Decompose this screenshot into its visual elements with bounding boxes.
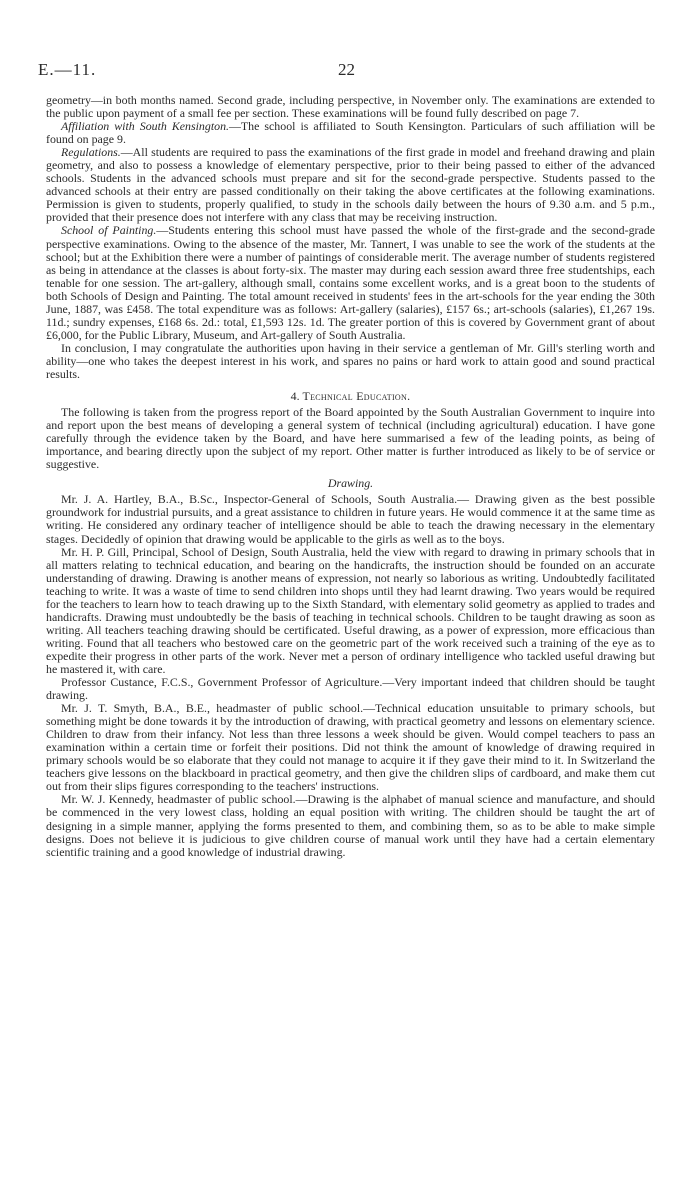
paragraph-technical-intro: The following is taken from the progress report of the Board appointed by the South Australian Government to inquire into and report upon the best means of developing a general system of technical (including agricultural) education. I have gone carefully through the evidence taken by the Board, and have here summarised a few of the leading points, as being of importance, and bearing directly upon the subject of my report. Other matter is further introduced as likely to be of service or suggestive.	[46, 405, 655, 472]
paragraph-custance: Professor Custance, F.C.S., Government Professor of Agriculture.—Very important indeed that children should be taught drawing.	[46, 675, 655, 703]
paragraph-title: School of Painting.	[61, 223, 157, 238]
paragraph-geometry: geometry—in both months named. Second grade, including perspective, in November only. The examinations are extended to the public upon payment of a small fee per section. These examinations will be found fully described on page 7.	[46, 93, 655, 121]
page-number: 22	[338, 60, 355, 79]
page-header	[38, 60, 655, 82]
paragraph-gill: Mr. H. P. Gill, Principal, School of Design, South Australia, held the view with regard to drawing in primary schools that in all matters relating to technical education, and bearing on the handicrafts, the instruction should be founded on an accurate understanding of drawing. Drawing is another means of expression, not nearly so laborious as writing. Undoubtedly facilitated teaching to write. It was a waste of time to send children into shops until they had learnt drawing. Two years would be required for the teachers to learn how to teach drawing up to the Sixth Standard, with elementary solid geometry as applied to trades and handicrafts. Drawing must undoubtedly be the basis of teaching in technical schools. Children to be taught drawing as soon as writing. All teachers teaching drawing should be certificated. Useful drawing, as a power of expression, more efficacious than writing. Found that all teachers who bestowed care on the geometric part of the work received such a training of the eye as to expedite their progress in other parts of the work. Never met a person of ordinary intelligence who tackled useful drawing but he mastered it, with care.	[46, 544, 655, 676]
paragraph-smyth: Mr. J. T. Smyth, B.A., B.E., headmaster of public school.—Technical education unsuitable to primary schools, but something might be done towards it by the introduction of drawing, with practical geometry and lessons on elementary science. Children to draw from their infancy. Not less than three lessons a week should be given. Would compel teachers to pass an examination within a certain time or forfeit their positions. Did not think the amount of knowledge of drawing required in primary schools would be so elaborate that they could not manage to acquire it if they gave their mind to it. In Switzerland the teachers give lessons on the blackboard in practical geometry, and then give the children slips of cardboard, and make them cut out from their slips figures corresponding to the teachers' instructions.	[46, 701, 655, 794]
paragraph-regulations: Regulations.—All students are required to pass the examinations of the first grade in model and freehand drawing and plain geometry, and also to possess a knowledge of elementary perspective, prior to their being passed to either of the advanced schools. Students in the advanced schools must prepare and sit for the second-grade perspective. Students passed to the advanced schools at their entry are passed conditionally on their taking the above certificates at the following examinations. Permission is given to students, properly qualified, to study in the schools daily between the hours of 9.30 a.m. and 5 p.m., provided that their presence does not interfere with any class that may be receiving instruction.	[46, 145, 655, 225]
paragraph-school-of-painting: School of Painting.—Students entering this school must have passed the whole of the first-grade and the second-grade perspective examinations. Owing to the absence of the master, Mr. Tannert, I was unable to see the work of the students at the school; but at the Exhibition there were a number of paintings of considerable merit. The average number of students registered as being in attendance at the classes is about forty-six. The master may during each session award three free studentships, each tenable for one session. The art-gallery, although small, contains some excellent works, and is a great boon to the students of both Schools of Design and Painting. The total amount received in students' fees in the art-schools for the year ending the 30th June, 1887, was £458. The total expenditure was as follows: Art-gallery (salaries), £157 6s.; art-schools (salaries), £1,267 19s. 11d.; sundry expenses, £168 6s. 2d.: total, £1,593 12s. 1d. The greater portion of this is covered by Government grant of about £6,000, for the Public Library, Museum, and Art-gallery of South Australia.	[46, 223, 655, 342]
paragraph-title: Affiliation with South Kensington.	[61, 119, 229, 134]
paragraph-kennedy: Mr. W. J. Kennedy, headmaster of public school.—Drawing is the alphabet of manual science and manufacture, and should be commenced in the very lowest class, holding an equal position with writing. The children should be taught the art of designing in a simple manner, applying the forms presented to them, and combining them, so as to be able to make simple designs. Does not believe it is judicious to give children course of manual work until they have had a certain elementary scientific training and a good knowledge of industrial drawing.	[46, 792, 655, 859]
subsection-heading: Drawing.	[327, 476, 374, 491]
document-code: E.—11.	[38, 60, 97, 79]
section-heading: 4. Technical Education.	[290, 389, 411, 404]
page-body	[46, 94, 655, 859]
paragraph-title: Regulations.	[61, 145, 121, 160]
paragraph-hartley: Mr. J. A. Hartley, B.A., B.Sc., Inspector-General of Schools, South Australia.— Drawing given as the best possible groundwork for industrial pursuits, and a great assistance to children in future years. He would commence it at the same time as writing. He considered any ordinary teacher of intelligence should be able to teach the drawing necessary in the elementary stages. Decidedly of opinion that drawing would be applicable to the girls as well as to the boys.	[46, 492, 655, 546]
paragraph-conclusion: In conclusion, I may congratulate the authorities upon having in their service a gentleman of Mr. Gill's sterling worth and ability—one who takes the deepest interest in his work, and spares no pains or hard work to attain good and sound practical results.	[46, 340, 655, 381]
paragraph-affiliation: Affiliation with South Kensington.—The school is affiliated to South Kensington. Particulars of such affiliation will be found on page 9.	[46, 119, 655, 147]
